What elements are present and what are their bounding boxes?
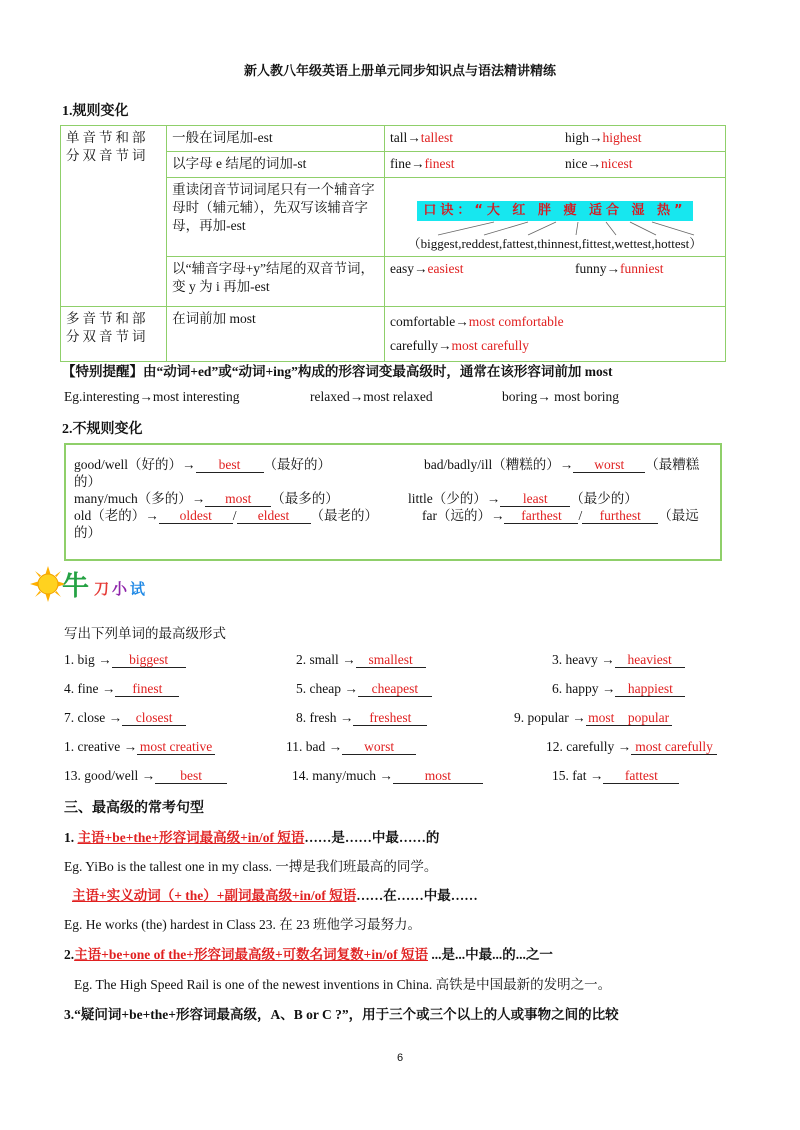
exercise-item bbox=[552, 652, 685, 668]
mnemonic-words: （biggest,reddest,fattest,thinnest,fittest,wettest,hottest） bbox=[407, 236, 703, 251]
logo-char-4: 试 bbox=[130, 580, 146, 598]
example-superlative: most carefully bbox=[451, 338, 530, 353]
exercise-answer[interactable]: cheapest bbox=[358, 681, 432, 697]
irregular-far bbox=[422, 504, 699, 524]
meaning-label: （最远 bbox=[658, 508, 699, 523]
word-label: good/well（好的）→ bbox=[74, 457, 196, 472]
logo-char-2: 刀 bbox=[94, 580, 110, 598]
pattern-2 bbox=[64, 943, 553, 963]
irregular-far-cont: 的） bbox=[74, 525, 101, 540]
example-base: nice→ bbox=[564, 156, 601, 171]
example-base: carefully→ bbox=[389, 338, 452, 353]
answer-worst: worst bbox=[573, 457, 645, 473]
exercise-item bbox=[64, 681, 179, 697]
meaning-label: （最糟糕 bbox=[645, 457, 700, 472]
rule-text: 重读闭音节词词尾只有一个辅音字母时（辅元辅），先双写该辅音字母，再加-est bbox=[172, 182, 375, 233]
pattern-meaning: ...是...中最...的...之一 bbox=[427, 947, 553, 962]
word-label: bad/badly/ill（糟糕的）→ bbox=[424, 457, 574, 472]
logo-char-3: 小 bbox=[112, 580, 128, 598]
exercise-item bbox=[286, 739, 416, 755]
exercise-item bbox=[296, 710, 427, 726]
reminder-text: 由“动词+ed”或“动词+ing”构成的形容词变最高级时，通常在该形容词前加 most bbox=[143, 364, 613, 379]
exercise-item bbox=[546, 739, 717, 755]
answer-furthest: furthest bbox=[582, 508, 658, 524]
example-superlative: highest bbox=[602, 130, 642, 145]
exercise-answer[interactable]: fattest bbox=[603, 768, 679, 784]
pattern-number: 2. bbox=[64, 947, 75, 962]
rule-cell bbox=[167, 152, 385, 178]
answer-best: best bbox=[196, 457, 264, 473]
exercise-prompt: 2. small → bbox=[296, 652, 356, 667]
exercise-prompt: 3. heavy → bbox=[552, 652, 615, 667]
pattern-formula: 主语+be+the+形容词最高级+in/of 短语 bbox=[77, 830, 305, 845]
pattern-1 bbox=[64, 826, 439, 846]
category-label: 多音节和部分双音节词 bbox=[66, 311, 149, 344]
exercise-prompt: 15. fat → bbox=[552, 768, 604, 783]
regular-change-table bbox=[60, 125, 726, 362]
exercise-prompt: 4. fine → bbox=[64, 681, 116, 696]
pattern-1b bbox=[64, 884, 478, 904]
category-label: 单音节和部分双音节词 bbox=[66, 130, 149, 163]
example-base: comfortable→ bbox=[389, 314, 469, 329]
category-cell bbox=[61, 307, 167, 362]
header-title: 新人教八年级英语上册单元同步知识点与语法精讲精练 bbox=[243, 63, 556, 78]
exercise-answer[interactable]: most creative bbox=[137, 739, 215, 755]
rule-text: 以字母 e 结尾的词加-st bbox=[172, 156, 307, 171]
exercise-prompt: 8. fresh → bbox=[296, 710, 354, 725]
meaning-label: （最少的） bbox=[570, 491, 638, 506]
mnemonic-cell bbox=[384, 178, 725, 257]
exercise-prompt: 6. happy → bbox=[552, 681, 616, 696]
section1-title: 1.规则变化 bbox=[62, 104, 129, 119]
reminder-label: 【特别提醒】 bbox=[62, 364, 143, 379]
practice-instructions: 写出下列单词的最高级形式 bbox=[64, 626, 226, 641]
exercise-item bbox=[514, 710, 672, 726]
exercise-item bbox=[64, 768, 227, 784]
irregular-bad bbox=[424, 453, 699, 473]
irregular-old bbox=[74, 504, 378, 524]
irregular-good bbox=[74, 453, 331, 473]
example-superlative: funniest bbox=[619, 261, 664, 276]
rule-text: 以“辅音字母+y”结尾的双音节词，变 y 为 i 再加-est bbox=[172, 261, 374, 294]
exercise-item bbox=[552, 768, 679, 784]
example-base: easy→ bbox=[389, 261, 428, 276]
pattern-1b-example: Eg. He works (the) hardest in Class 23. 在 23 班他学习最努力。 bbox=[64, 917, 421, 932]
exercise-answer[interactable]: most popular bbox=[586, 710, 672, 726]
rule-cell bbox=[167, 307, 385, 362]
rule-text: 在词前加 most bbox=[172, 311, 256, 326]
exercise-prompt: 14. many/much → bbox=[292, 768, 393, 783]
example-superlative: finest bbox=[424, 156, 455, 171]
example-cell bbox=[384, 126, 725, 152]
exercise-prompt: 12. carefully → bbox=[546, 739, 632, 754]
exercise-answer[interactable]: biggest bbox=[112, 652, 186, 668]
pattern-1-example: Eg. YiBo is the tallest one in my class. 一搏是我们班最高的同学。 bbox=[64, 859, 438, 874]
pattern-formula: 主语+实义动词（+ the）+副词最高级+in/of 短语 bbox=[72, 888, 357, 903]
meaning-label: （最多的） bbox=[271, 491, 339, 506]
exercise-item bbox=[296, 681, 432, 697]
word-label: old（老的）→ bbox=[74, 508, 159, 523]
exercise-answer[interactable]: freshest bbox=[353, 710, 427, 726]
word-label: little（少的）→ bbox=[408, 491, 501, 506]
eg-interesting: Eg.interesting→most interesting bbox=[64, 389, 240, 404]
example-cell bbox=[384, 307, 725, 362]
exercise-item bbox=[296, 652, 426, 668]
answer-oldest: oldest bbox=[159, 508, 233, 524]
exercise-prompt: 9. popular → bbox=[514, 710, 586, 725]
rule-cell bbox=[167, 257, 385, 307]
example-cell bbox=[384, 152, 725, 178]
example-base: tall→ bbox=[389, 130, 421, 145]
answer-most: most bbox=[205, 491, 271, 507]
answer-least: least bbox=[500, 491, 570, 507]
pattern-meaning: ……是……中最……的 bbox=[304, 830, 440, 845]
exercise-answer[interactable]: smallest bbox=[356, 652, 426, 668]
example-superlative: easiest bbox=[427, 261, 464, 276]
pattern-meaning: ……在……中最…… bbox=[356, 888, 478, 903]
exercise-item bbox=[64, 710, 186, 726]
word-label: many/much（多的）→ bbox=[74, 491, 206, 506]
exercise-prompt: 1. creative → bbox=[64, 739, 138, 754]
example-superlative: tallest bbox=[420, 130, 453, 145]
eg-relaxed: relaxed→most relaxed bbox=[310, 389, 433, 404]
exercise-answer[interactable]: closest bbox=[122, 710, 186, 726]
eg-boring: boring→ most boring bbox=[502, 389, 619, 404]
exercise-answer[interactable]: happiest bbox=[615, 681, 685, 697]
section2-title: 2.不规则变化 bbox=[62, 422, 143, 437]
exercise-prompt: 5. cheap → bbox=[296, 681, 358, 696]
pattern-2-example: Eg. The High Speed Rail is one of the newest inventions in China. 高铁是中国最新的发明之一。 bbox=[74, 977, 612, 992]
exercise-prompt: 11. bad → bbox=[286, 739, 343, 754]
exercise-answer[interactable]: best bbox=[155, 768, 227, 784]
exercise-answer[interactable]: heaviest bbox=[615, 652, 685, 668]
sun-icon bbox=[30, 566, 66, 602]
pattern-formula: 主语+be+one of the+形容词最高级+可数名词复数+in/of 短语 bbox=[74, 947, 428, 962]
answer-eldest: eldest bbox=[237, 508, 311, 524]
exercise-prompt: 1. big → bbox=[64, 652, 112, 667]
exercise-answer[interactable]: most carefully bbox=[631, 739, 717, 755]
exercise-item bbox=[292, 768, 483, 784]
rule-text: 一般在词尾加-est bbox=[172, 130, 273, 145]
special-reminder bbox=[62, 360, 613, 380]
exercise-answer[interactable]: finest bbox=[115, 681, 179, 697]
logo-char-1: 牛 bbox=[62, 571, 89, 602]
mnemonic-banner: 口诀：“大 红 胖 瘦 适合 湿 热” bbox=[417, 201, 692, 221]
exercise-item bbox=[64, 739, 215, 755]
example-cell bbox=[384, 257, 725, 307]
example-superlative: most comfortable bbox=[468, 314, 564, 329]
example-base: high→ bbox=[564, 130, 603, 145]
exercise-item bbox=[64, 652, 186, 668]
category-cell bbox=[61, 126, 167, 307]
separator: / bbox=[232, 508, 237, 523]
exercise-prompt: 13. good/well → bbox=[64, 768, 156, 783]
section3-title: 三、最高级的常考句型 bbox=[64, 801, 204, 816]
exercise-answer[interactable]: most bbox=[393, 768, 483, 784]
answer-farthest: farthest bbox=[504, 508, 578, 524]
example-superlative: nicest bbox=[600, 156, 633, 171]
word-label: far（远的）→ bbox=[422, 508, 505, 523]
irregular-bad-cont: 的） bbox=[74, 474, 101, 489]
exercise-answer[interactable]: worst bbox=[342, 739, 416, 755]
rule-cell bbox=[167, 126, 385, 152]
exercise-prompt: 7. close → bbox=[64, 710, 123, 725]
separator: / bbox=[578, 508, 583, 523]
page-number: 6 bbox=[396, 1052, 404, 1064]
meaning-label: （最老的） bbox=[310, 508, 379, 523]
pattern-number: 1. bbox=[64, 830, 75, 845]
meaning-label: （最好的） bbox=[263, 457, 331, 472]
example-base: funny→ bbox=[574, 261, 620, 276]
pattern-3: 3.“疑问词+be+the+形容词最高级，A、B or C ?”，用于三个或三个以上的人或事物之间的比较 bbox=[64, 1007, 619, 1022]
example-base: fine→ bbox=[389, 156, 425, 171]
exercise-item bbox=[552, 681, 685, 697]
rule-cell bbox=[167, 178, 385, 257]
